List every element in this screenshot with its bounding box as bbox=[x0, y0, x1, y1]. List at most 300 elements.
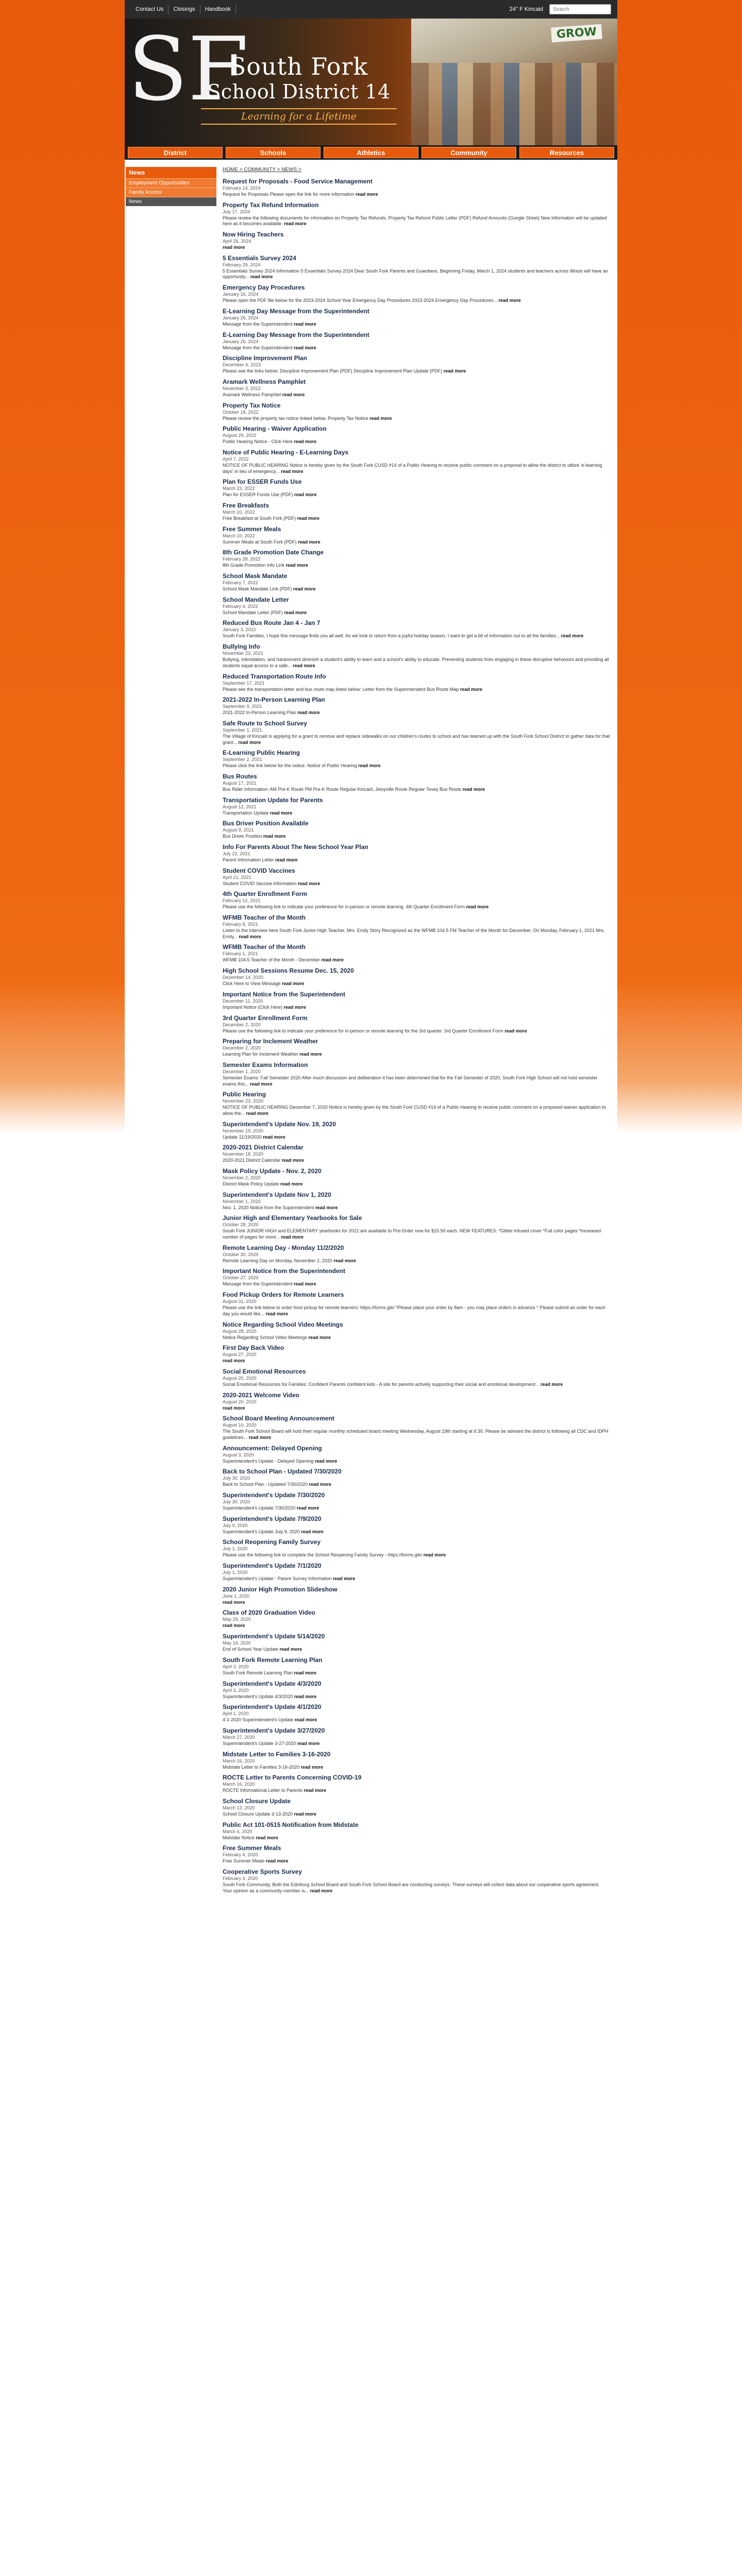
read-more-link[interactable]: read more bbox=[298, 539, 321, 545]
post-date: April 21, 2021 bbox=[223, 874, 251, 880]
post-summary bbox=[223, 633, 610, 639]
post-title[interactable]: Important Notice from the Superintendent bbox=[223, 1267, 346, 1275]
post-date: August 28, 2020 bbox=[223, 1328, 257, 1334]
post-date: February 29, 2024 bbox=[223, 262, 261, 267]
read-more-link[interactable]: read more bbox=[321, 957, 344, 963]
news-post bbox=[223, 1445, 610, 1465]
post-date: July 9, 2020 bbox=[223, 1522, 248, 1528]
post-title[interactable]: Semester Exams Information bbox=[223, 1061, 308, 1069]
post-title[interactable]: WFMB Teacher of the Month bbox=[223, 943, 306, 951]
post-summary-text: Bus Driver Position bbox=[223, 834, 262, 839]
handbook-link[interactable]: Handbook bbox=[200, 5, 236, 14]
post-summary-text: Message from the Superintendent bbox=[223, 1281, 293, 1287]
post-summary-text: Superintendent's Update July 9, 2020 bbox=[223, 1529, 300, 1534]
post-summary-text: Superintendent's Update 4/3/2020 bbox=[223, 1693, 293, 1699]
post-summary bbox=[223, 192, 610, 198]
read-more-link[interactable]: read more bbox=[297, 516, 320, 521]
nav-community[interactable]: Community bbox=[421, 147, 516, 158]
read-more-link[interactable]: read more bbox=[275, 857, 298, 862]
contact-us-link[interactable]: Contact Us bbox=[131, 5, 168, 14]
post-summary bbox=[223, 1134, 610, 1141]
read-more-link[interactable]: read more bbox=[263, 834, 286, 839]
post-date: March 27, 2020 bbox=[223, 1734, 255, 1740]
post-summary-text: End of School Year Update bbox=[223, 1647, 279, 1652]
post-summary-text: South Fork Remote Learning Plan bbox=[223, 1670, 293, 1675]
read-more-link[interactable]: read more bbox=[223, 1623, 245, 1629]
news-post bbox=[223, 378, 610, 398]
post-title[interactable]: 4th Quarter Enrollment Form bbox=[223, 890, 308, 898]
post-date: December 4, 2023 bbox=[223, 362, 261, 368]
post-title[interactable]: Superintendent's Update Nov. 19, 2020 bbox=[223, 1120, 336, 1128]
utility-links bbox=[131, 5, 236, 14]
read-more-link[interactable]: read more bbox=[297, 710, 320, 716]
post-date: April 3, 2020 bbox=[223, 1664, 249, 1669]
post-title[interactable]: Social Emotional Resources bbox=[223, 1367, 306, 1375]
read-more-link[interactable]: read more bbox=[333, 1258, 357, 1263]
post-title[interactable]: Request for Proposals - Food Service Management bbox=[223, 178, 373, 185]
post-summary bbox=[223, 439, 610, 445]
nav-resources[interactable]: Resources bbox=[519, 147, 614, 158]
post-title[interactable]: 3rd Quarter Enrollment Form bbox=[223, 1014, 308, 1022]
read-more-link[interactable]: read more bbox=[294, 1670, 317, 1675]
news-post bbox=[223, 1633, 610, 1653]
post-summary-text: Bullying, intimidation, and harassment diminish a student's ability to learn and a school's ability to educate. Preventing students from engaging in these disruptive behaviors and providing all students equal access to a safe... bbox=[223, 657, 609, 668]
post-title[interactable]: E-Learning Day Message from the Superintendent bbox=[223, 331, 369, 338]
post-summary-text: School Closure Update 3-13-2020 bbox=[223, 1811, 293, 1817]
post-title[interactable]: School Reopening Family Survey bbox=[223, 1538, 321, 1546]
news-post bbox=[223, 619, 610, 639]
news-post bbox=[223, 1415, 610, 1440]
post-summary-text: Social Emotional Resources for Families: Confident Parents confident kids - A site for parents actively supporting their social and emotional development... bbox=[223, 1381, 539, 1387]
post-summary bbox=[223, 928, 610, 940]
post-date: April 1, 2020 bbox=[223, 1711, 249, 1717]
read-more-link[interactable]: read more bbox=[294, 1281, 316, 1287]
post-summary bbox=[223, 1858, 610, 1865]
post-summary bbox=[223, 1882, 610, 1894]
read-more-link[interactable]: read more bbox=[223, 245, 245, 250]
read-more-link[interactable]: read more bbox=[248, 1434, 272, 1440]
district-logo-icon[interactable]: SF bbox=[128, 19, 249, 121]
read-more-link[interactable]: read more bbox=[358, 763, 381, 769]
post-title[interactable]: 2020 Junior High Promotion Slideshow bbox=[223, 1585, 338, 1593]
post-date: October 27, 2020 bbox=[223, 1275, 259, 1281]
read-more-link[interactable]: read more bbox=[294, 439, 317, 445]
breadcrumb[interactable]: HOME > COMMUNITY > NEWS > bbox=[223, 167, 301, 173]
post-title[interactable]: Class of 2020 Graduation Video bbox=[223, 1609, 315, 1617]
read-more-link[interactable]: read more bbox=[223, 1358, 245, 1364]
post-title[interactable]: 2020-2021 Welcome Video bbox=[223, 1391, 299, 1399]
read-more-link[interactable]: read more bbox=[283, 1004, 307, 1010]
post-title[interactable]: WFMB Teacher of the Month bbox=[223, 914, 306, 922]
read-more-link[interactable]: read more bbox=[443, 368, 466, 374]
post-summary-text: Please use the following link to indicate your preference for in-person or remote learning for the 3rd quarter. 3rd Quarter Enrollment Form bbox=[223, 1028, 503, 1033]
post-title[interactable]: Superintendent's Update 4/1/2020 bbox=[223, 1703, 322, 1711]
post-summary-text: Back to School Plan - Updated 7/30/2020 bbox=[223, 1482, 308, 1487]
news-post bbox=[223, 255, 610, 280]
read-more-link[interactable]: read more bbox=[462, 786, 485, 792]
read-more-link[interactable]: read more bbox=[294, 492, 317, 498]
read-more-link[interactable]: read more bbox=[293, 586, 316, 592]
news-post bbox=[223, 1798, 610, 1818]
post-title[interactable]: Remote Learning Day - Monday 11/2/2020 bbox=[223, 1244, 344, 1251]
post-title[interactable]: Now Hiring Teachers bbox=[223, 231, 284, 239]
read-more-link[interactable]: read more bbox=[285, 563, 309, 568]
read-more-link[interactable]: read more bbox=[281, 1158, 305, 1163]
news-post bbox=[223, 1727, 610, 1747]
post-title[interactable]: Superintendent's Update 5/14/2020 bbox=[223, 1633, 325, 1640]
post-title[interactable]: School Closure Update bbox=[223, 1797, 291, 1805]
post-summary-text: Message from the Superintendent bbox=[223, 321, 293, 327]
post-summary bbox=[223, 1281, 610, 1287]
post-summary bbox=[223, 981, 610, 987]
post-summary bbox=[223, 1505, 610, 1512]
news-post bbox=[223, 991, 610, 1011]
sidebar-item-news[interactable]: News bbox=[126, 197, 216, 206]
post-title[interactable]: Aramark Wellness Pamphlet bbox=[223, 378, 306, 385]
news-post bbox=[223, 284, 610, 304]
post-summary bbox=[223, 1105, 610, 1116]
news-post bbox=[223, 1368, 610, 1388]
post-date: November 23, 2021 bbox=[223, 651, 264, 656]
post-title[interactable]: Info For Parents About The New School Year Plan bbox=[223, 843, 368, 851]
post-summary bbox=[223, 1741, 610, 1747]
post-title[interactable]: Important Notice from the Superintendent bbox=[223, 990, 346, 998]
read-more-link[interactable]: read more bbox=[294, 1693, 317, 1699]
news-post bbox=[223, 643, 610, 669]
post-title[interactable]: Safe Route to School Survey bbox=[223, 719, 308, 727]
news-post bbox=[223, 1586, 610, 1606]
read-more-link[interactable]: read more bbox=[561, 633, 584, 639]
post-date: February 28, 2022 bbox=[223, 556, 261, 562]
post-date: November 3, 2022 bbox=[223, 385, 261, 391]
read-more-link[interactable]: read more bbox=[460, 686, 483, 692]
post-title[interactable]: Discipline Improvement Plan bbox=[223, 354, 308, 362]
post-title[interactable]: High School Sessions Resume Dec. 15, 2020 bbox=[223, 967, 354, 975]
post-title[interactable]: Reduced Transportation Route Info bbox=[223, 672, 326, 680]
post-title[interactable]: Emergency Day Procedures bbox=[223, 284, 305, 292]
post-title[interactable]: Superintendent's Update 3/27/2020 bbox=[223, 1726, 325, 1734]
post-summary-text: Important Notice (Click Here) bbox=[223, 1004, 283, 1010]
news-post bbox=[223, 1344, 610, 1364]
post-summary-text: 5 Essentials Survey 2024 Information 5 Essentials Survey 2024 Dear South Fork Parents and Guardians, Beginning Friday, March 1, 2024 students and teachers across Illinois will have an opportunity... bbox=[223, 268, 609, 280]
news-post bbox=[223, 308, 610, 328]
post-summary-text: School Mandate Letter (PDF) bbox=[223, 609, 283, 615]
post-title[interactable]: Superintendent's Update 4/3/2020 bbox=[223, 1680, 322, 1687]
post-title[interactable]: Reduced Bus Route Jan 4 - Jan 7 bbox=[223, 619, 321, 627]
post-summary-text: Transportation Update bbox=[223, 810, 269, 816]
post-summary-text: Midstate Notice bbox=[223, 1835, 255, 1840]
news-post bbox=[223, 967, 610, 987]
read-more-link[interactable]: read more bbox=[356, 192, 378, 197]
news-post bbox=[223, 673, 610, 693]
read-more-link[interactable]: read more bbox=[250, 274, 273, 280]
post-summary-text: 2020-2021 District Calendar bbox=[223, 1158, 281, 1163]
news-post bbox=[223, 526, 610, 546]
read-more-link[interactable]: read more bbox=[246, 1110, 269, 1116]
post-date: April 3, 2020 bbox=[223, 1687, 249, 1693]
post-title[interactable]: First Day Back Video bbox=[223, 1344, 284, 1352]
read-more-link[interactable]: read more bbox=[284, 609, 307, 615]
post-summary bbox=[223, 1358, 610, 1364]
post-summary-text: Update 11/19/2020 bbox=[223, 1134, 262, 1140]
read-more-link[interactable]: read more bbox=[423, 1552, 446, 1558]
search-input[interactable] bbox=[549, 4, 611, 14]
nav-athletics[interactable]: Athletics bbox=[324, 147, 418, 158]
post-title[interactable]: South Fork Remote Learning Plan bbox=[223, 1656, 323, 1664]
post-date: August 29, 2022 bbox=[223, 433, 257, 438]
post-title[interactable]: School Board Meeting Announcement bbox=[223, 1415, 334, 1422]
post-summary-text: Parent Information Letter bbox=[223, 857, 274, 862]
post-summary bbox=[223, 1335, 610, 1341]
news-post bbox=[223, 796, 610, 817]
sidebar-item-employment[interactable]: Employment Opportunities bbox=[126, 178, 216, 188]
read-more-link[interactable]: read more bbox=[504, 1028, 527, 1033]
read-more-link[interactable]: read more bbox=[223, 1599, 245, 1605]
post-title[interactable]: Free Breakfasts bbox=[223, 502, 269, 509]
post-title[interactable]: 2020-2021 District Calendar bbox=[223, 1144, 303, 1151]
post-summary-text: Please use the following link to complete the School Reopening Family Survey - https://forms.gle/ bbox=[223, 1552, 423, 1558]
read-more-link[interactable]: read more bbox=[282, 392, 305, 397]
read-more-link[interactable]: read more bbox=[294, 1811, 317, 1817]
news-post bbox=[223, 231, 610, 251]
news-post bbox=[223, 1751, 610, 1771]
post-title[interactable]: Property Tax Notice bbox=[223, 401, 281, 409]
read-more-link[interactable]: read more bbox=[297, 1740, 320, 1746]
news-post bbox=[223, 1821, 610, 1841]
sidebar-item-family-access[interactable]: Family Access bbox=[126, 188, 216, 197]
closings-link[interactable]: Closings bbox=[168, 5, 200, 14]
page-container bbox=[125, 0, 617, 2576]
post-date: May 29, 2020 bbox=[223, 1617, 251, 1622]
post-summary bbox=[223, 1228, 610, 1240]
read-more-link[interactable]: read more bbox=[301, 1529, 324, 1534]
read-more-link[interactable]: read more bbox=[299, 1052, 322, 1057]
post-summary bbox=[223, 1765, 610, 1771]
read-more-link[interactable]: read more bbox=[310, 1888, 333, 1893]
post-title[interactable]: 2021-2022 In-Person Learning Plan bbox=[223, 696, 325, 704]
post-title[interactable]: Announcement: Delayed Opening bbox=[223, 1444, 322, 1452]
post-date: September 9, 2021 bbox=[223, 704, 262, 709]
post-summary bbox=[223, 1552, 610, 1558]
read-more-link[interactable]: read more bbox=[309, 1482, 332, 1487]
read-more-link[interactable]: read more bbox=[540, 1381, 563, 1387]
post-summary bbox=[223, 657, 610, 669]
read-more-link[interactable]: read more bbox=[265, 1311, 289, 1316]
post-date: February 1, 2021 bbox=[223, 951, 258, 957]
read-more-link[interactable]: read more bbox=[314, 1458, 338, 1464]
read-more-link[interactable]: read more bbox=[281, 981, 305, 987]
post-date: December 14, 2020 bbox=[223, 975, 264, 980]
post-title[interactable]: Midstate Letter to Families 3-16-2020 bbox=[223, 1750, 331, 1758]
read-more-link[interactable]: read more bbox=[293, 663, 315, 668]
post-title[interactable]: E-Learning Public Hearing bbox=[223, 749, 300, 757]
read-more-link[interactable]: read more bbox=[297, 880, 321, 886]
post-title[interactable]: School Mandate Letter bbox=[223, 596, 289, 603]
utility-right bbox=[509, 4, 611, 14]
post-summary bbox=[223, 1158, 610, 1164]
read-more-link[interactable]: read more bbox=[296, 1505, 319, 1511]
post-title[interactable]: Property Tax Refund Information bbox=[223, 201, 319, 209]
post-summary-text: Remote Learning Day on Monday, November 2, 2020 bbox=[223, 1258, 332, 1263]
news-post bbox=[223, 331, 610, 351]
post-title[interactable]: Student COVID Vaccines bbox=[223, 867, 295, 874]
read-more-link[interactable]: read more bbox=[266, 1858, 289, 1864]
read-more-link[interactable]: read more bbox=[294, 345, 316, 350]
post-summary bbox=[223, 1028, 610, 1035]
post-summary-text: ROCTE Informational Letter to Parents bbox=[223, 1788, 303, 1793]
post-date: July 30, 2020 bbox=[223, 1476, 250, 1481]
read-more-link[interactable]: read more bbox=[300, 1764, 324, 1770]
post-summary bbox=[223, 1835, 610, 1841]
news-post bbox=[223, 1609, 610, 1629]
post-title[interactable]: E-Learning Day Message from the Superintendent bbox=[223, 307, 369, 315]
post-summary bbox=[223, 1647, 610, 1653]
post-date: August 31, 2020 bbox=[223, 1299, 257, 1304]
post-title[interactable]: Bus Driver Position Available bbox=[223, 820, 309, 827]
post-summary bbox=[223, 1382, 610, 1388]
post-date: February 12, 2021 bbox=[223, 898, 261, 904]
read-more-link[interactable]: read more bbox=[466, 904, 489, 910]
post-summary bbox=[223, 1258, 610, 1264]
read-more-link[interactable]: read more bbox=[308, 1334, 331, 1340]
post-title[interactable]: Junior High and Elementary Yearbooks for Sale bbox=[223, 1214, 362, 1222]
read-more-link[interactable]: read more bbox=[279, 1647, 302, 1652]
post-title[interactable]: Plan for ESSER Funds Use bbox=[223, 478, 302, 486]
news-post bbox=[223, 1868, 610, 1894]
post-date: January 16, 2024 bbox=[223, 292, 259, 297]
post-title[interactable]: Preparing for Inclement Weather bbox=[223, 1038, 318, 1045]
news-post bbox=[223, 1144, 610, 1164]
post-title[interactable]: Cooperative Sports Survey bbox=[223, 1868, 302, 1875]
post-title[interactable]: Superintendent's Update Nov 1, 2020 bbox=[223, 1191, 331, 1198]
news-post bbox=[223, 1680, 610, 1700]
post-summary-text: District Mask Policy Update bbox=[223, 1181, 279, 1187]
news-post bbox=[223, 178, 610, 198]
post-date: March 10, 2022 bbox=[223, 510, 255, 515]
nav-schools[interactable]: Schools bbox=[226, 147, 321, 158]
read-more-link[interactable]: read more bbox=[263, 1134, 285, 1140]
read-more-link[interactable]: read more bbox=[294, 1717, 317, 1723]
post-summary-text: Free Summer Meals bbox=[223, 1858, 265, 1864]
post-summary bbox=[223, 492, 610, 498]
post-title[interactable]: Free Summer Meals bbox=[223, 1844, 281, 1852]
post-title[interactable]: Superintendent's Update 7/1/2020 bbox=[223, 1562, 322, 1570]
post-title[interactable]: Bullying Info bbox=[223, 643, 260, 651]
post-summary bbox=[223, 392, 610, 398]
post-summary bbox=[223, 834, 610, 840]
news-post bbox=[223, 1038, 610, 1058]
read-more-link[interactable]: read more bbox=[284, 221, 307, 227]
news-post bbox=[223, 914, 610, 940]
post-title[interactable]: Public Hearing - Waiver Application bbox=[223, 425, 327, 433]
district-title[interactable] bbox=[201, 53, 397, 125]
news-post bbox=[223, 449, 610, 474]
post-summary-text: 8th Grade Promotion Info Link bbox=[223, 563, 285, 568]
post-title[interactable]: Back to School Plan - Updated 7/30/2020 bbox=[223, 1468, 342, 1476]
post-summary bbox=[223, 245, 610, 251]
read-more-link[interactable]: read more bbox=[238, 739, 261, 745]
post-summary bbox=[223, 1623, 610, 1629]
post-summary-text: Summer Meals at South Fork (PDF) bbox=[223, 539, 297, 545]
post-title[interactable]: Transportation Update for Parents bbox=[223, 796, 323, 804]
post-title[interactable]: School Mask Mandate bbox=[223, 572, 288, 580]
post-date: February 14, 2024 bbox=[223, 185, 261, 191]
post-title[interactable]: Public Hearing bbox=[223, 1091, 266, 1098]
post-title[interactable]: Food Pickup Orders for Remote Learners bbox=[223, 1291, 344, 1299]
read-more-link[interactable]: read more bbox=[256, 1835, 279, 1840]
post-summary bbox=[223, 1429, 610, 1440]
news-post bbox=[223, 1121, 610, 1141]
nav-district[interactable]: District bbox=[128, 147, 223, 158]
news-post bbox=[223, 1703, 610, 1723]
post-summary-text: Click Here to View Message bbox=[223, 981, 281, 987]
read-more-link[interactable]: read more bbox=[303, 1788, 327, 1793]
post-title[interactable]: 8th Grade Promotion Date Change bbox=[223, 549, 324, 556]
post-date: March 23, 2022 bbox=[223, 486, 255, 492]
post-summary-text: Please click the link below for the notice. Notice of Public Hearing bbox=[223, 763, 357, 769]
news-post bbox=[223, 1392, 610, 1412]
read-more-link[interactable]: read more bbox=[294, 321, 316, 327]
post-summary-text: NOTICE OF PUBLIC HEARING Notice is hereby given by the South Fork CUSD #14 of a Public Hearing to receive public comment on a proposal to allow the district to utilize 'e-learning days' in lieu of emergency... bbox=[223, 462, 602, 474]
post-title[interactable]: ROCTE Letter to Parents Concerning COVID-19 bbox=[223, 1774, 362, 1782]
post-title[interactable]: 5 Essentials Survey 2024 bbox=[223, 254, 296, 262]
read-more-link[interactable]: read more bbox=[280, 1181, 303, 1187]
news-post bbox=[223, 402, 610, 422]
read-more-link[interactable]: read more bbox=[223, 1405, 245, 1411]
post-title[interactable]: Notice Regarding School Video Meetings bbox=[223, 1320, 343, 1328]
post-summary-text: Listen to the interview here South Fork Junior High Teacher, Mrs. Emily Story Recognized as the WFMB 104.5 FM Teacher of the Month for December. On Monday, February 1, 2021 Mrs. Emily... bbox=[223, 928, 605, 939]
read-more-link[interactable]: read more bbox=[239, 934, 261, 939]
read-more-link[interactable]: read more bbox=[332, 1576, 356, 1582]
news-post bbox=[223, 354, 610, 375]
read-more-link[interactable]: read more bbox=[315, 1205, 338, 1210]
post-date: April 26, 2024 bbox=[223, 239, 251, 244]
post-date: January 26, 2024 bbox=[223, 338, 259, 344]
post-title[interactable]: Mask Policy Update - Nov. 2, 2020 bbox=[223, 1167, 322, 1175]
post-summary-text: Plan for ESSER Funds Use (PDF) bbox=[223, 492, 293, 498]
read-more-link[interactable]: read more bbox=[250, 1081, 273, 1087]
read-more-link[interactable]: read more bbox=[281, 468, 303, 474]
post-summary bbox=[223, 881, 610, 887]
post-title[interactable]: Notice of Public Hearing - E-Learning Days bbox=[223, 448, 349, 456]
news-post bbox=[223, 1562, 610, 1582]
post-summary-text: Superintendent's Update - Parent Survey Information bbox=[223, 1576, 332, 1582]
news-post bbox=[223, 1515, 610, 1535]
post-title[interactable]: Superintendent's Update 7/30/2020 bbox=[223, 1492, 325, 1499]
post-summary-text: Please open the PDF file below for the 2023-2024 School Year Emergency Day Procedures 2023-2024 Emergency Day Procedures... bbox=[223, 298, 497, 303]
post-title[interactable]: Free Summer Meals bbox=[223, 525, 281, 533]
grow-sign: GROW bbox=[551, 24, 602, 43]
read-more-link[interactable]: read more bbox=[498, 298, 521, 303]
post-title[interactable]: Public Act 101-0515 Notification from Midstate bbox=[223, 1821, 359, 1828]
post-date: August 20, 2020 bbox=[223, 1399, 257, 1404]
post-summary bbox=[223, 516, 610, 522]
post-date: November 19, 2020 bbox=[223, 1128, 264, 1133]
read-more-link[interactable]: read more bbox=[281, 1234, 304, 1240]
post-summary-text: Learning Plan for Inclement Weather bbox=[223, 1052, 298, 1057]
post-date: November 2, 2020 bbox=[223, 1175, 261, 1180]
read-more-link[interactable]: read more bbox=[369, 415, 392, 421]
post-title[interactable]: Superintendent's Update 7/9/2020 bbox=[223, 1515, 322, 1522]
post-summary-text: Please review the following documents for information on Property Tax Refunds. Property Tax Refund Public Letter (PDF) Refund Amounts (Google Sheet) New Information will be updated here as it becomes available. bbox=[223, 215, 607, 227]
post-date: February 7, 2022 bbox=[223, 580, 258, 586]
post-title[interactable]: Bus Routes bbox=[223, 772, 257, 780]
post-summary-text: The Village of Kincaid is applying for a grant to remove and replace sidewalks on our children's routes to school and has teamed up with the South Fork School District to gather data for that grant... bbox=[223, 733, 610, 745]
post-summary bbox=[223, 416, 610, 422]
post-summary bbox=[223, 1576, 610, 1582]
news-post bbox=[223, 749, 610, 769]
read-more-link[interactable]: read more bbox=[269, 810, 293, 816]
